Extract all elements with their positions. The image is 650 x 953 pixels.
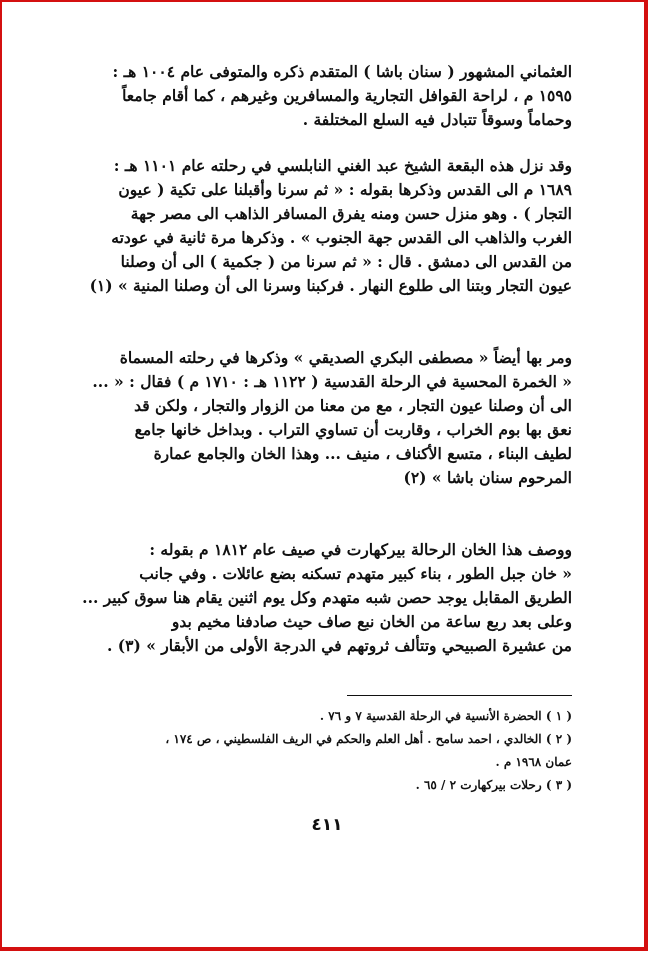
text-line: الغرب والذاهب الى القدس جهة الجنوب » . وذكرها مرة ثانية في عودته — [111, 228, 572, 247]
text-line: ١٦٨٩ م الى القدس وذكرها بقوله : « ثم سرنا وأقبلنا على تكية ( عيون — [118, 180, 572, 199]
text-line: العثماني المشهور ( سنان باشا ) المتقدم ذكره والمتوفى عام ١٠٠٤ هـ : — [112, 62, 572, 81]
text-line: لطيف البناء ، متسع الأكناف ، منيف ... وهذا الخان والجامع عمارة — [153, 444, 572, 463]
text-line: نعق بها بوم الخراب ، وقاربت أن تساوي التراب . وبداخل خانها جامع — [134, 420, 572, 439]
text-line: الطريق المقابل يوجد حصن شبه متهدم وكل يوم اثنين يقام هنا سوق كبير ... — [82, 588, 572, 607]
text-line: ومر بها أيضاً « مصطفى البكري الصديقي » وذكرها في رحلته المسماة — [119, 348, 572, 367]
text-line: وحماماً وسوقاً تتبادل فيه السلع المختلفة . — [302, 110, 572, 129]
text-line: من عشيرة الصبيحي وتتألف ثروتهم في الدرجة الأولى من الأبقار » (٣) . — [107, 636, 572, 655]
text-line: المرحوم سنان باشا » (٢) — [403, 468, 572, 487]
text-line: « الخمرة المحسية في الرحلة القدسية ( ١١٢٢ هـ : ١٧١٠ م ) فقال : « ... — [92, 372, 572, 391]
paragraph-burckhardt-description — [62, 538, 572, 658]
text-line: وعلى بعد ربع ساعة من الخان نبع صاف حيث صادفنا مخيم بدو — [171, 612, 572, 631]
text-line: عيون التجار وبتنا الى طلوع النهار . فركبنا وسرنا الى أن وصلنا المنية » (١) — [89, 276, 572, 295]
footnote-3: ( ٣ ) رحلات بيركهارت ٢ / ٦٥ . — [415, 778, 572, 792]
footnote-2: ( ٢ ) الخالدي ، احمد سامح . أهل العلم والحكم في الريف الفلسطيني ، ص ١٧٤ ، — [165, 732, 572, 746]
footnotes — [62, 705, 572, 797]
footnote-1: ( ١ ) الحضرة الأنسية في الرحلة القدسية ٧ و ٧٦ . — [319, 709, 572, 723]
page-number: ٤١١ — [311, 815, 343, 835]
text-line: من القدس الى دمشق . قال : « ثم سرنا من ( جكمية ) الى أن وصلنا — [120, 252, 572, 271]
paragraph-nabulsi-visit — [62, 154, 572, 298]
text-line: وقد نزل هذه البقعة الشيخ عبد الغني النابلسي في رحلته عام ١١٠١ هـ : — [113, 156, 572, 175]
text-line: « خان جبل الطور ، بناء كبير متهدم تسكنه بضع عائلات . وفي جانب — [139, 564, 572, 583]
footnote-divider — [347, 695, 572, 696]
footnote-2-continued: عمان ١٩٦٨ م . — [495, 755, 572, 769]
paragraph-bakri-visit — [62, 346, 572, 490]
text-line: ووصف هذا الخان الرحالة بيركهارت في صيف عام ١٨١٢ م بقوله : — [149, 540, 572, 559]
text-line: ١٥٩٥ م ، لراحة القوافل التجارية والمسافرين وغيرهم ، كما أقام جامعاً — [122, 86, 572, 105]
text-line: الى أن وصلنا عيون التجار ، مع من معنا من الزوار والتجار ، ولكن قد — [134, 396, 572, 415]
text-line: التجار ) . وهو منزل حسن ومنه يفرق المسافر الذاهب الى مصر جهة — [130, 204, 572, 223]
paragraph-khan-founding — [62, 60, 572, 132]
